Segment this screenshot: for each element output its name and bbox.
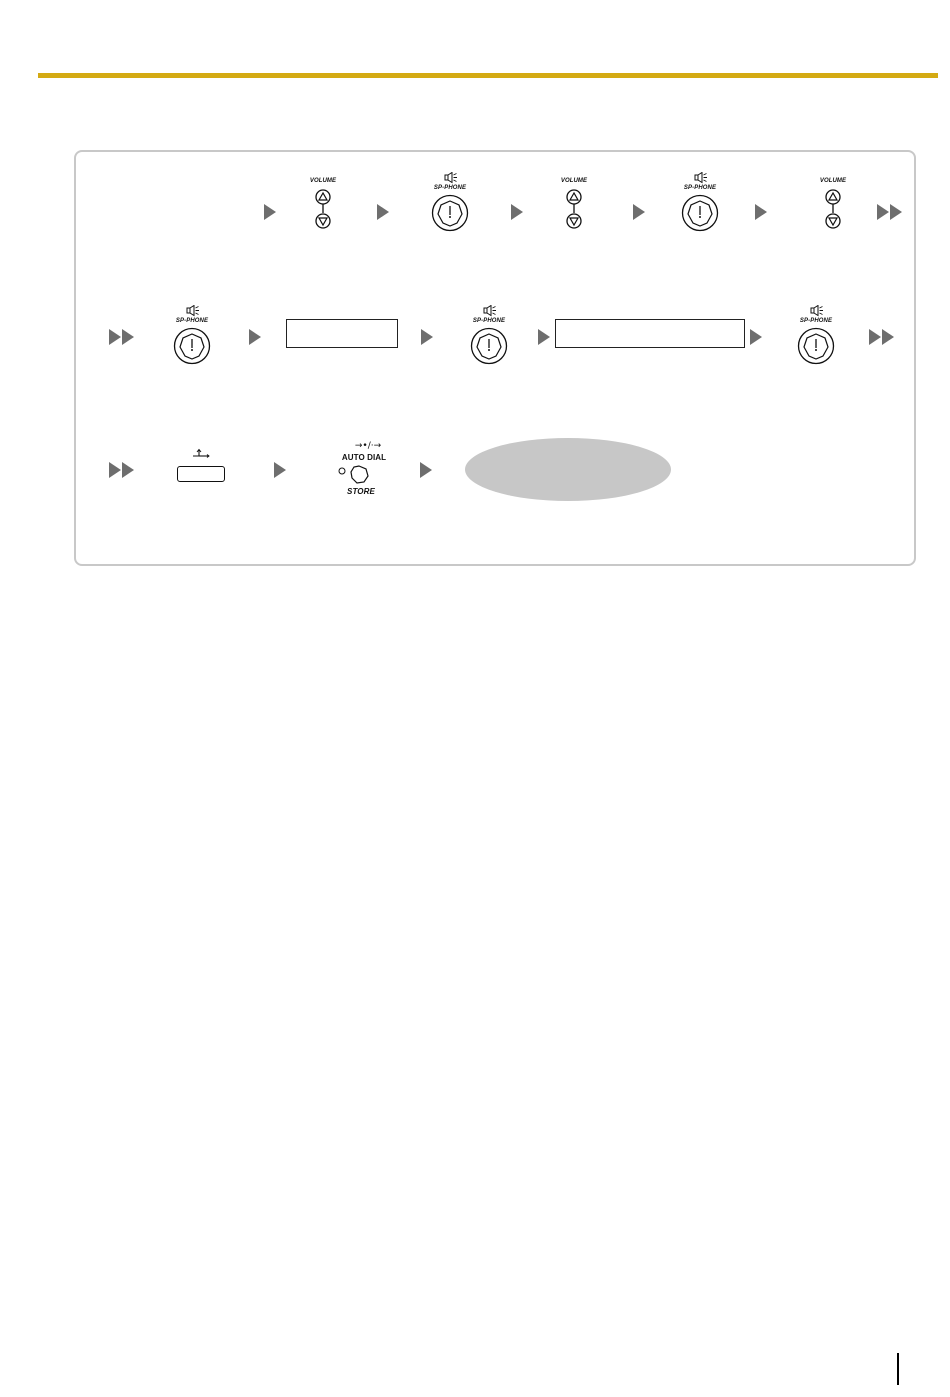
store-label: STORE xyxy=(347,487,375,496)
sp-phone-button[interactable] xyxy=(786,305,846,369)
arrow-icon xyxy=(420,462,432,478)
flash-recall-icon xyxy=(192,448,212,458)
sp-phone-button[interactable] xyxy=(420,172,480,236)
arrow-icon xyxy=(750,329,762,345)
double-arrow-icon xyxy=(109,329,137,345)
auto-dial-label: AUTO DIAL xyxy=(341,453,387,462)
double-arrow-icon xyxy=(877,204,905,220)
speaker-icon xyxy=(694,172,708,184)
sp-phone-label: SP-PHONE xyxy=(472,318,506,324)
arrow-icon xyxy=(755,204,767,220)
header-rule xyxy=(38,73,938,78)
volume-label: VOLUME xyxy=(309,178,337,184)
auto-dial-symbol: →•/·→ xyxy=(354,441,382,451)
result-tone-oval xyxy=(465,438,671,501)
sp-phone-label: SP-PHONE xyxy=(175,318,209,324)
sp-phone-dial-icon xyxy=(681,194,719,232)
arrow-icon xyxy=(511,204,523,220)
arrow-icon xyxy=(633,204,645,220)
sp-phone-button[interactable] xyxy=(162,305,222,369)
auto-dial-key-icon xyxy=(338,465,378,489)
sp-phone-dial-icon xyxy=(431,194,469,232)
sp-phone-dial-icon xyxy=(470,327,508,365)
volume-up-down-icon xyxy=(563,188,585,236)
arrow-icon xyxy=(274,462,286,478)
double-arrow-icon xyxy=(109,462,137,478)
arrow-icon xyxy=(264,204,276,220)
arrow-icon xyxy=(377,204,389,220)
speaker-icon xyxy=(186,305,200,317)
sp-phone-label: SP-PHONE xyxy=(433,185,467,191)
input-box-wide[interactable] xyxy=(555,319,745,348)
volume-button[interactable] xyxy=(298,178,348,238)
flash-key[interactable] xyxy=(177,466,225,482)
arrow-icon xyxy=(421,329,433,345)
double-arrow-icon xyxy=(869,329,897,345)
volume-button[interactable] xyxy=(808,178,858,238)
volume-up-down-icon xyxy=(312,188,334,236)
speaker-icon xyxy=(483,305,497,317)
arrow-icon xyxy=(249,329,261,345)
speaker-icon xyxy=(810,305,824,317)
input-box[interactable] xyxy=(286,319,398,348)
sp-phone-label: SP-PHONE xyxy=(683,185,717,191)
sp-phone-label: SP-PHONE xyxy=(799,318,833,324)
volume-button[interactable] xyxy=(549,178,599,238)
volume-label: VOLUME xyxy=(560,178,588,184)
sp-phone-button[interactable] xyxy=(670,172,730,236)
sp-phone-dial-icon xyxy=(797,327,835,365)
volume-label: VOLUME xyxy=(819,178,847,184)
flash-recall-button[interactable] xyxy=(176,448,228,488)
arrow-icon xyxy=(538,329,550,345)
sp-phone-button[interactable] xyxy=(459,305,519,369)
volume-up-down-icon xyxy=(822,188,844,236)
sp-phone-dial-icon xyxy=(173,327,211,365)
auto-dial-store-button[interactable] xyxy=(331,441,411,501)
procedure-panel xyxy=(74,150,916,566)
page-number-marker xyxy=(897,1353,899,1385)
speaker-icon xyxy=(444,172,458,184)
